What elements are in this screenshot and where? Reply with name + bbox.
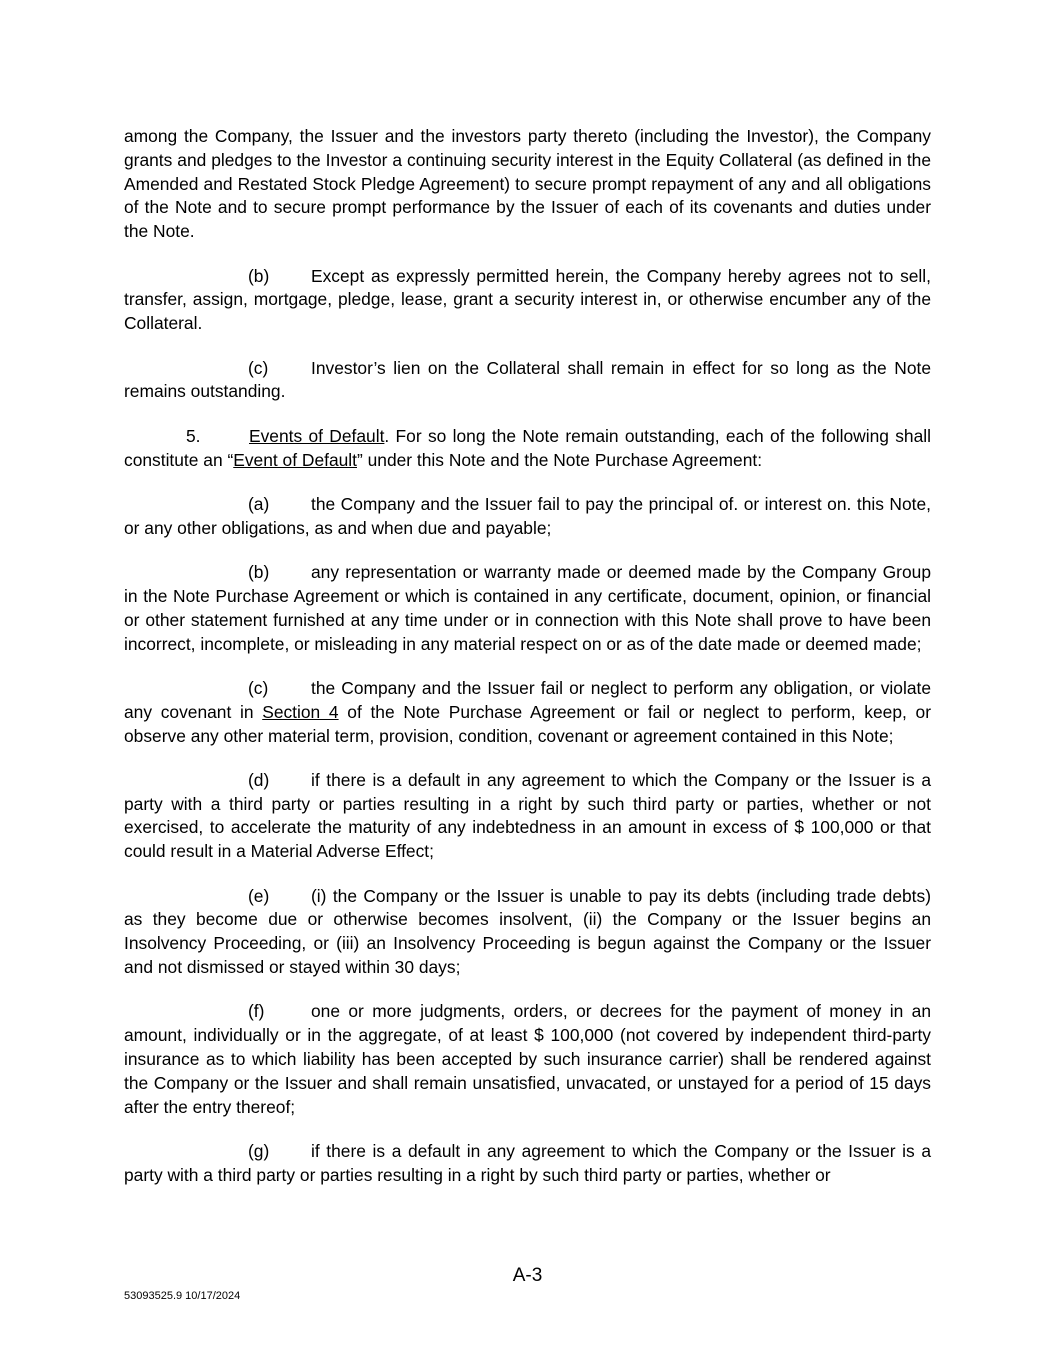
- default-item-b: (b) any representation or warranty made or deemed made by the Company Group in the Note Purchase Agreement or which is contained in any certificate, document, opinion, or financial or other statement furnished at any time under or in connection with this Note shall prove to have been incorrect, incomplete, or misleading in any material respect on or as of the date made or deemed made;: [124, 562, 931, 654]
- paragraph-4c: (c) Investor’s lien on the Collateral shall remain in effect for so long as the Note remains outstanding.: [124, 357, 931, 402]
- default-item-f: (f) one or more judgments, orders, or decrees for the payment of money in an amount, individually or in the aggregate, of at least $ 100,000 (not covered by independent third-party insurance as to which liability has been accepted by such insurance carrier) shall be rendered against the Company or the Issuer and shall remain unsatisfied, unvacated, or unstayed for a period of 15 days after the entry thereof;: [124, 1001, 931, 1117]
- clause-label: (e): [248, 885, 270, 906]
- default-item-c: (c) the Company and the Issuer fail or neglect to perform any obligation, or violate any covenant in Section 4 of the Note Purchase Agreement or fail or neglect to perform, keep, or observe any other material term, provision, condition, covenant or agreement contained in this Note;: [124, 677, 931, 746]
- clause-label: (b): [248, 562, 270, 583]
- paragraph-intro: among the Company, the Issuer and the investors party thereto (including the Investor), the Company grants and pledges to the Investor a continuing security interest in the Equity Collateral (as defined in the Amended and Restated Stock Pledge Agreement) to secure prompt repayment of any and all obligations of the Note and to secure prompt performance by the Issuer of each of its covenants and duties under the Note.: [124, 126, 931, 242]
- default-item-g: (g) if there is a default in any agreement to which the Company or the Issuer is a party with a third party or parties resulting in a right by such third party or parties, whether or: [124, 1141, 931, 1185]
- document-body: [124, 125, 931, 1208]
- clause-label: (c): [248, 677, 269, 698]
- default-item-d: (d) if there is a default in any agreement to which the Company or the Issuer is a party with a third party or parties resulting in a right by such third party or parties, whether or not exercised, to accelerate the maturity of any indebtedness in an amount in excess of $ 100,000 or that could result in a Material Adverse Effect;: [124, 769, 931, 862]
- page-number: A-3: [512, 1265, 543, 1286]
- clause-label: (b): [248, 265, 270, 286]
- clause-label: (g): [248, 1141, 270, 1162]
- section-reference: Section 4: [262, 701, 339, 722]
- default-item-e: (e) (i) the Company or the Issuer is unable to pay its debts (including trade debts) as they become due or otherwise becomes insolvent, (ii) the Company or the Issuer begins an Insolvency Proceeding, or (iii) an Insolvency Proceeding is begun against the Company or the Issuer and not dismissed or stayed within 30 days;: [124, 885, 931, 978]
- clause-label: (a): [248, 493, 270, 514]
- section-heading: Events of Default: [249, 425, 385, 446]
- default-item-a: (a) the Company and the Issuer fail to pay the principal of. or interest on. this Note, or any other obligations, as and when due and payable;: [124, 493, 931, 538]
- paragraph-4b: (b) Except as expressly permitted herein, the Company hereby agrees not to sell, transfer, assign, mortgage, pledge, lease, grant a security interest in, or otherwise encumber any of the Collateral.: [124, 265, 931, 334]
- clause-label: (d): [248, 769, 270, 790]
- document-id: 53093525.9 10/17/2024: [124, 1290, 241, 1302]
- clause-label: (c): [248, 357, 269, 378]
- section-5-heading-paragraph: 5. Events of Default. For so long the Note remain outstanding, each of the following shall constitute an “Event of Default” under this Note and the Note Purchase Agreement:: [124, 425, 931, 470]
- clause-label: (f): [248, 1001, 265, 1022]
- section-number: 5.: [186, 425, 201, 446]
- defined-term: Event of Default: [233, 449, 357, 470]
